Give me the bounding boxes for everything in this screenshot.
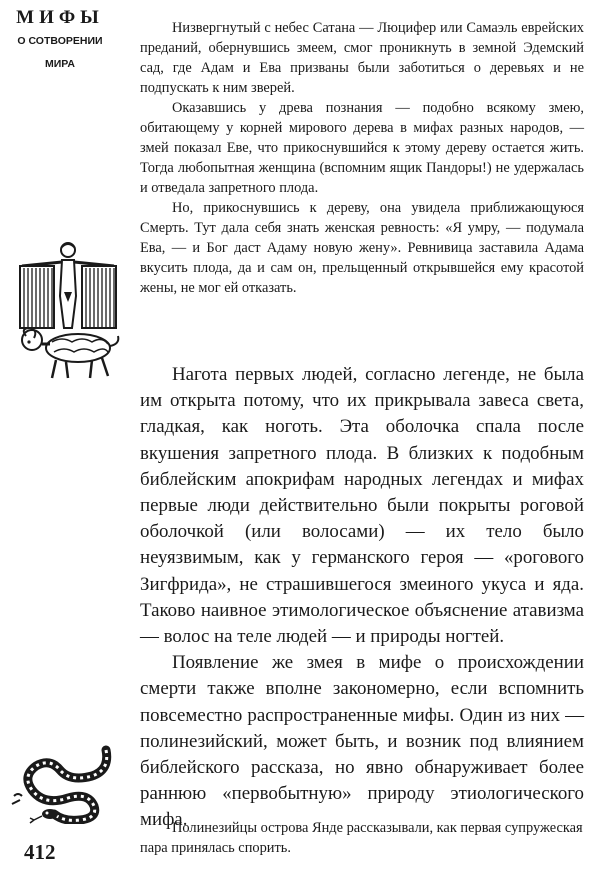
page-number: 412 [24,840,56,864]
paragraph: Оказавшись у древа познания — подобно всякому змею, обитающему у корней мирового дерева в мифах разных народов, — змей показал Еве, что прикоснувшийся к этому дереву остается жить. Тогда любопытная женщина (вспомним ящик Пандоры!) не удержалась и отведала запретного плода. [140,100,584,196]
header-title: МИФЫ [16,7,104,28]
running-header [8,6,112,72]
paragraph: Полинезийцы острова Янде рассказывали, как первая супружеская пара принялась спорить. [140,820,583,856]
paragraph: Но, прикоснувшись к дереву, она увидела приближающуюся Смерть. Тут дала себя знать женская ревность: «Я умру, — подумала Ева, — и Бог даст Адаму новую жену». Ревнивица заставила Адама вкусить плода, да и сам он, прельщенный открывшейся ему красотой жены, не мог ей отказать. [140,200,584,296]
main-text [140,362,584,834]
header-subtitle-line1: О СОТВОРЕНИИ [17,35,103,47]
footer-text [140,818,584,858]
intro-text [140,18,584,298]
eve-on-ram-illustration [12,240,124,380]
paragraph: Появление же змея в мифе о происхождении смерти также вполне закономерно, если вспомнить повсеместно распространенные мифы. Один из них — полинезийский, может быть, и возник под влиянием библейского рассказа, но явно обнаруживает более раннюю «первобытную» природу этиологического мифа. [140,652,584,831]
serpent-illustration [10,740,114,824]
paragraph: Низвергнутый с небес Сатана — Люцифер или Самаэль еврейских преданий, обернувшись змеем, смог проникнуть в земной Эдемский сад, где Адам и Ева призваны были заботиться о деревьях и не подпускать к ним зверей. [140,20,584,96]
header-subtitle-line2: МИРА [45,58,75,70]
paragraph: Нагота первых людей, согласно легенде, не была им открыта потому, что их прикрывала завеса света, гладкая, как ноготь. Эта оболочка спала после вкушения запретного плода. В близких к подобным библейским апокрифам народных легендах и мифах первые люди действительно были покрыты роговой оболочкой (или волосами) — их тело было неуязвимым, как у германского героя — «рогового Зигфрида», не страшившегося змеиного укуса и яда. Таково наивное этимологическое объяснение атавизма — волос на теле людей — и природы ногтей. [140,364,584,648]
